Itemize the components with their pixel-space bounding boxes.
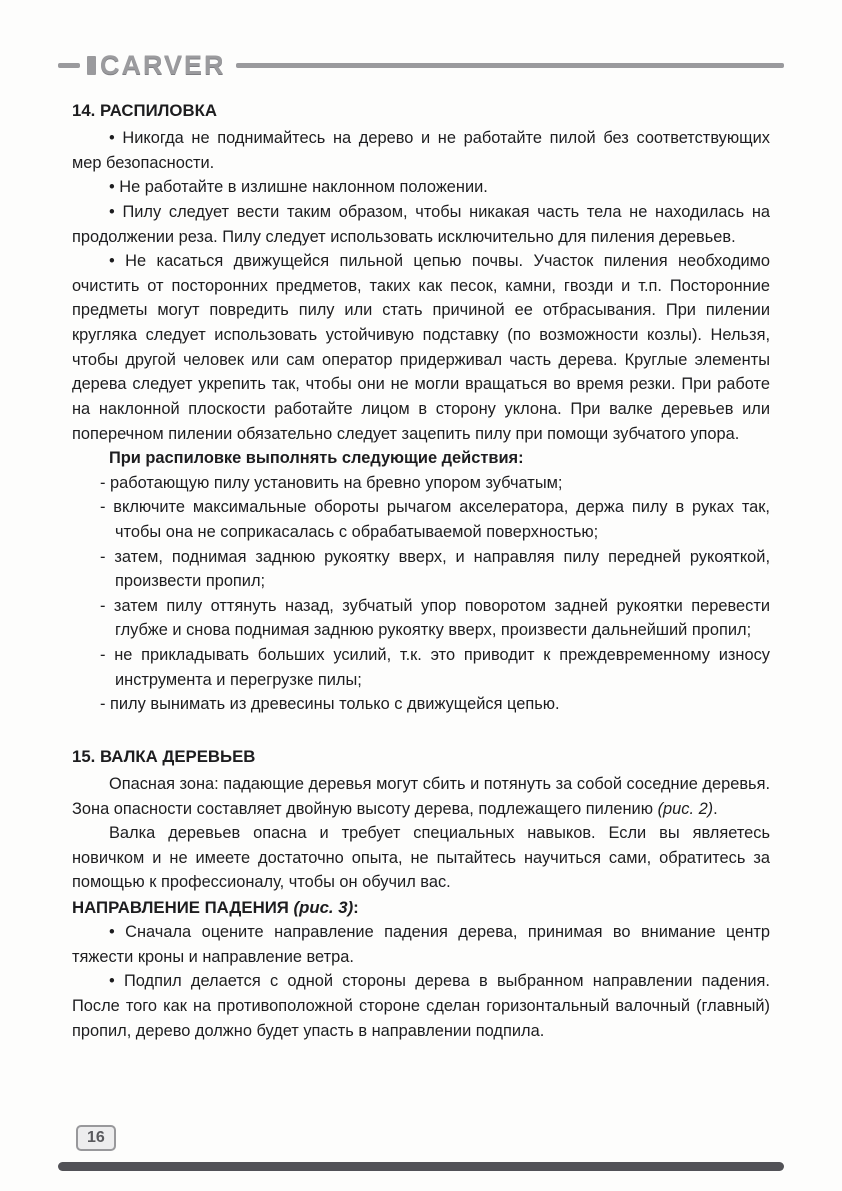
paragraph-text: Опасная зона: падающие деревья могут сбить и потянуть за собой соседние деревья. Зона опасности составляет двойную высоту дерева, подлежащего пилению xyxy=(72,775,771,818)
paragraph-text: . xyxy=(713,799,718,818)
step-item: - затем, поднимая заднюю рукоятку вверх, и направляя пилу передней рукояткой, произвести пропил; xyxy=(100,547,770,591)
brand-logo xyxy=(87,49,226,80)
section-15-title: 15. ВАЛКА ДЕРЕВЬЕВ xyxy=(72,746,256,766)
steps-subheading: При распиловке выполнять следующие действия: xyxy=(109,449,524,468)
step-item: - включите максимальные обороты рычагом акселератора, держа пилу в руках так, чтобы она не соприкасалась с обрабатываемой поверхностью; xyxy=(100,498,770,541)
page-content xyxy=(72,98,770,1043)
figure-ref: (рис. 3) xyxy=(293,898,354,918)
brand-logo-mark-icon xyxy=(87,56,96,75)
direction-heading-colon: : xyxy=(353,898,359,918)
step-item: - затем пилу оттянуть назад, зубчатый упор поворотом задней рукоятки перевести глубже и снова поднимая заднюю рукоятку вверх, произвести дальнейший пропил; xyxy=(100,596,770,640)
brand-logo-text: CARVER xyxy=(100,49,226,80)
step-item: - пилу вынимать из древесины только с движущейся цепью. xyxy=(100,695,560,714)
figure-ref: (рис. 2) xyxy=(657,799,714,818)
page-header xyxy=(58,50,784,80)
step-item: - работающую пилу установить на бревно упором зубчатым; xyxy=(100,473,563,492)
section-14-title: 14. РАСПИЛОВКА xyxy=(72,101,217,120)
page-number: 16 xyxy=(87,1128,105,1146)
page-number-badge xyxy=(76,1125,116,1151)
footer-bar xyxy=(58,1162,784,1171)
header-rule-right xyxy=(236,63,784,68)
bullet-paragraph: • Не касаться движущейся пильной цепью почвы. Участок пиления необходимо очистить от посторонних предметов, таких как песок, камни, гвозди и т.п. Посторонние предметы могут повредить пилу или стать причиной ее отбрасывания. При пилении кругляка следует использовать устойчивую подставку (по возможности козлы). Нельзя, чтобы другой человек или сам оператор придерживал часть дерева. Круглые элементы дерева следует укрепить так, чтобы они не могли вращаться во время резки. При работе на наклонной плоскости работайте лицом в сторону уклона. При валке деревьев или поперечном пилении обязательно следует зацепить пилу при помощи зубчатого упора. xyxy=(72,252,770,443)
bullet-paragraph: • Подпил делается с одной стороны дерева в выбранном направлении падения. После того как на противоположной стороне сделан горизонтальный валочный (главный) пропил, дерево должно будет упасть в направлении подпила. xyxy=(72,972,770,1040)
direction-heading xyxy=(72,895,770,920)
direction-heading-text: НАПРАВЛЕНИЕ ПАДЕНИЯ xyxy=(72,898,294,918)
bullet-paragraph: • Никогда не поднимайтесь на дерево и не работайте пилой без соответствующих мер безопасности. xyxy=(72,129,770,172)
header-rule-left xyxy=(58,63,80,68)
paragraph xyxy=(72,772,770,821)
step-item: - не прикладывать больших усилий, т.к. это приводит к преждевременному износу инструмента и перегрузке пилы; xyxy=(100,645,770,689)
bullet-paragraph: • Сначала оцените направление падения дерева, принимая во внимание центр тяжести кроны и направление ветра. xyxy=(72,923,770,966)
bullet-paragraph: • Пилу следует вести таким образом, чтобы никакая часть тела не находилась на продолжении реза. Пилу следует использовать исключительно для пиления деревьев. xyxy=(72,203,770,246)
paragraph: Валка деревьев опасна и требует специальных навыков. Если вы являетесь новичком и не имеете достаточно опыта, не пытайтесь научиться сами, обратитесь за помощью к профессионалу, чтобы он обучил вас. xyxy=(72,824,770,892)
bullet-paragraph: • Не работайте в излишне наклонном положении. xyxy=(109,178,488,197)
